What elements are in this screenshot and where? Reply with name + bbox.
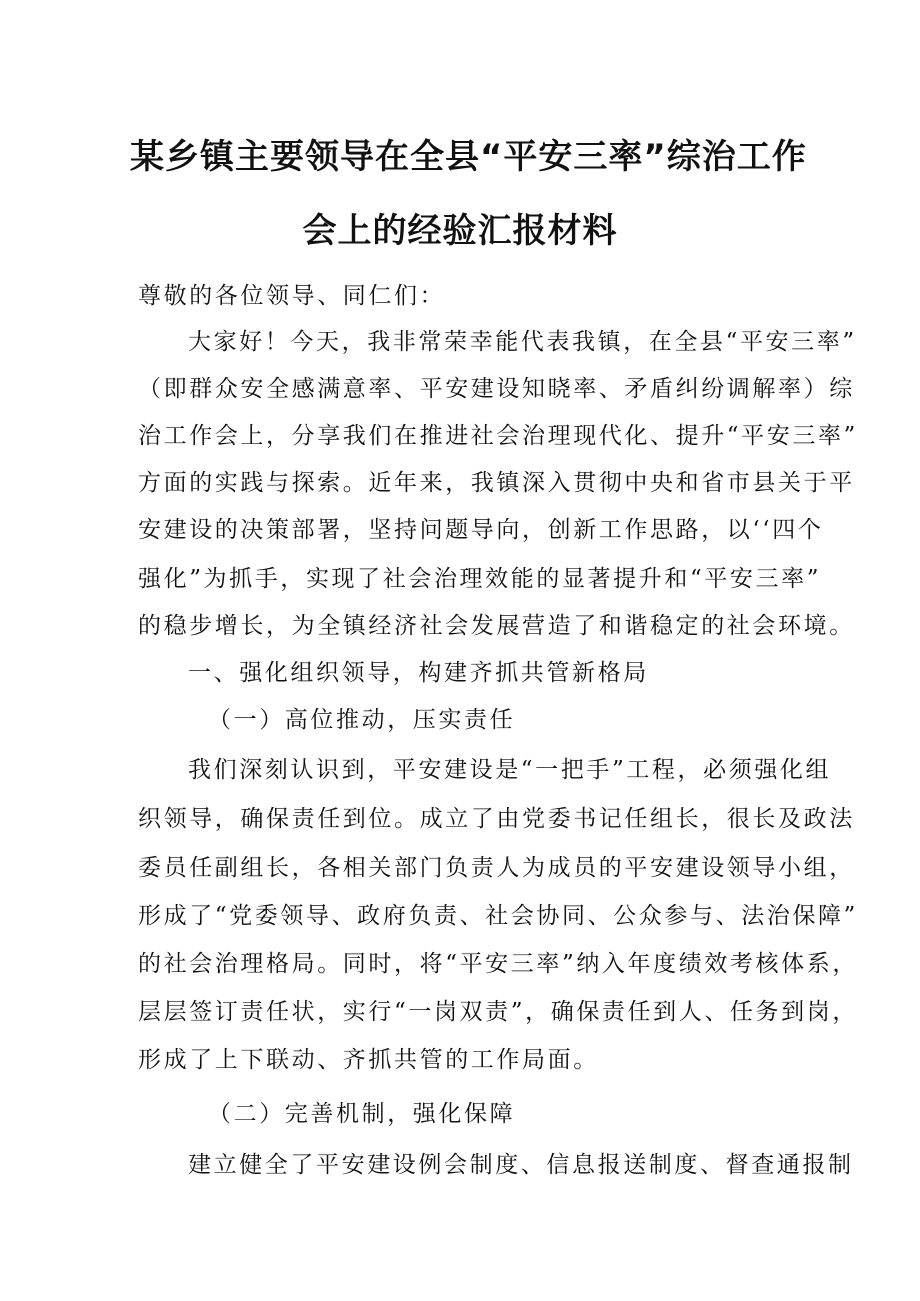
paragraph-line: 的社会治理格局。同时，将“平安三率”纳入年度绩效考核体系， — [138, 951, 858, 977]
paragraph-line: 层层签订责任状，实行“一岗双责”，确保责任到人、任务到岗， — [138, 999, 858, 1025]
paragraph-line: 形成了上下联动、齐抓共管的工作局面。 — [138, 1047, 599, 1073]
paragraph-line: 强化”为抓手，实现了社会治理效能的显著提升和“平安三率” — [138, 566, 822, 592]
section-heading: 一、强化组织领导，构建齐抓共管新格局 — [188, 660, 649, 686]
salutation: 尊敬的各位领导、同仁们： — [138, 283, 446, 309]
document-title-line-2: 会上的经验汇报材料 — [302, 211, 618, 251]
paragraph-line: 的稳步增长，为全镇经济社会发展营造了和谐稳定的社会环境。 — [138, 613, 855, 639]
paragraph-line: 大家好！今天，我非常荣幸能代表我镇，在全县“平安三率” — [188, 329, 857, 355]
paragraph-line: 委员任副组长，各相关部门负责人为成员的平安建设领导小组， — [138, 855, 855, 881]
paragraph-line: 形成了“党委领导、政府负责、社会协同、公众参与、法治保障” — [138, 903, 858, 929]
paragraph-line: 安建设的决策部署，坚持问题导向，创新工作思路，以‘‘四个 — [138, 517, 824, 543]
paragraph-line: 织领导，确保责任到位。成立了由党委书记任组长，很长及政法 — [138, 806, 855, 832]
paragraph-line: 建立健全了平安建设例会制度、信息报送制度、督查通报制 — [188, 1152, 854, 1178]
paragraph-line: 方面的实践与探索。近年来，我镇深入贯彻中央和省市县关于平 — [138, 470, 855, 496]
paragraph-line: 我们深刻认识到，平安建设是“一把手”工程，必须强化组 — [188, 757, 832, 783]
paragraph-line: 治工作会上，分享我们在推进社会治理现代化、提升“平安三率” — [138, 423, 858, 449]
paragraph-line: （即群众安全感满意率、平安建设知晓率、矛盾纠纷调解率）综 — [138, 376, 855, 402]
subsection-heading: （二）完善机制，强化保障 — [208, 1101, 516, 1127]
subsection-heading: （一）高位推动，压实责任 — [208, 707, 516, 733]
document-title-line-1: 某乡镇主要领导在全县“平安三率”综治工作 — [130, 137, 807, 177]
